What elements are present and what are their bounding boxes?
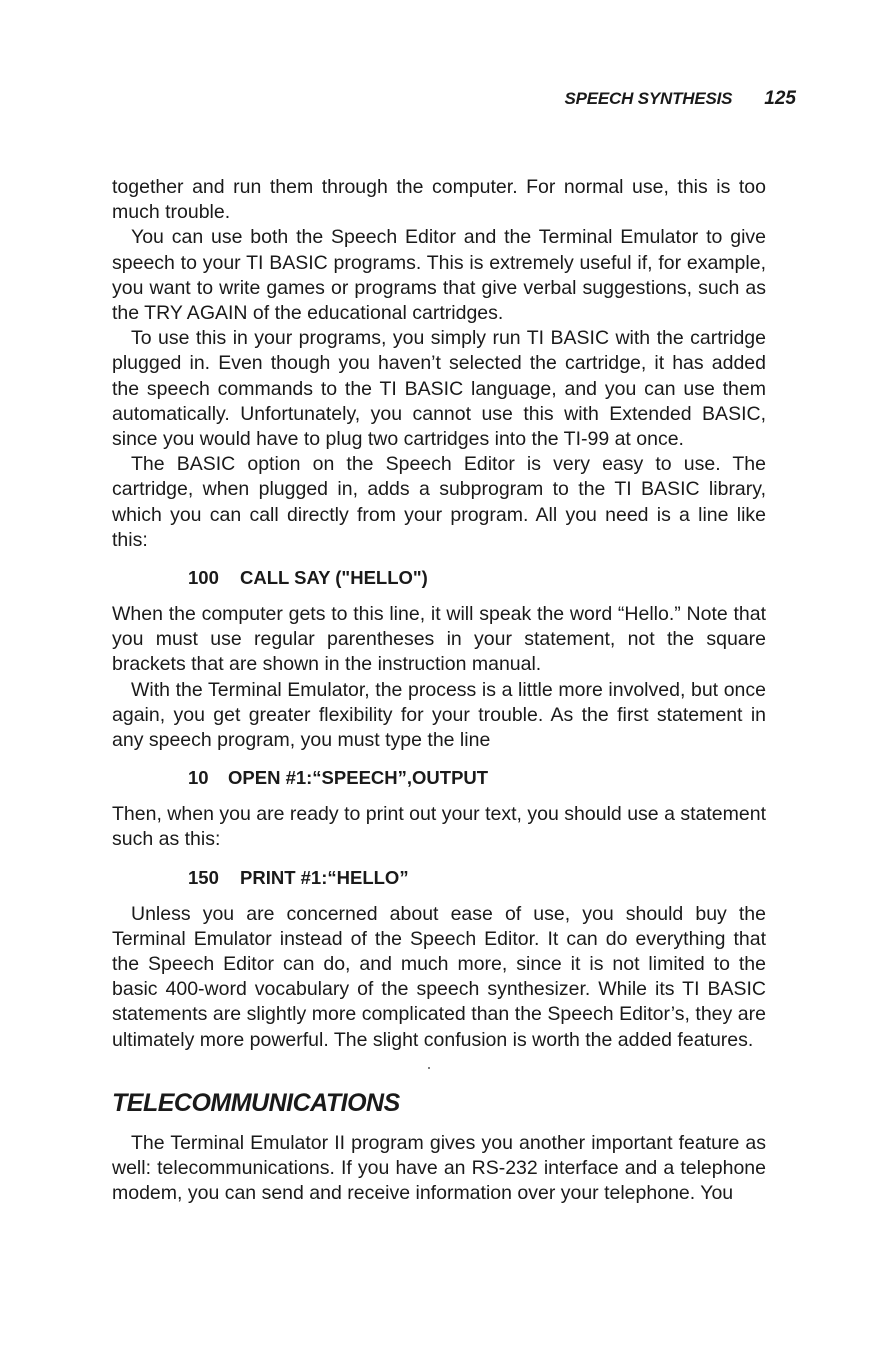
code-line-number: 150: [188, 866, 219, 888]
paragraph: To use this in your programs, you simply run TI BASIC with the cartridge plugged in. Even though you haven’t selected the cartridge, it has added the speech commands to the TI BASIC language, and you can use them automatically. Unfortunately, you cannot use this with Extended BASIC, since you would have to plug two cartridges into the TI-99 at once.: [112, 327, 766, 451]
code-line: [188, 565, 766, 590]
paragraph: The Terminal Emulator II program gives you another important feature as well: telecommunications. If you have an RS-232 interface and a telephone modem, you can send and receive information over your telephone. You: [112, 1132, 766, 1205]
section-divider-dot: [428, 1067, 430, 1069]
running-head: [112, 88, 796, 112]
paragraph: With the Terminal Emulator, the process is a little more involved, but once again, you get greater flexibility for your trouble. As the first statement in any speech program, you must type the line: [112, 678, 766, 752]
code-line-text: OPEN #1:“SPEECH”,OUTPUT: [228, 767, 489, 789]
paragraph: Unless you are concerned about ease of use, you should buy the Terminal Emulator instead of the Speech Editor. It can do everything that the Speech Editor can do, and much more, since it is not limited to the basic 400-word vocabulary of the speech synthesizer. While its TI BASIC statements are slightly more complicated than the Speech Editor’s, they are ultimately more powerful. The slight confusion is worth the added features.: [112, 902, 766, 1051]
paragraph: together and run them through the computer. For normal use, this is too much trouble.: [112, 176, 766, 224]
running-title: SPEECH SYNTHESIS: [564, 89, 733, 108]
paragraph: The BASIC option on the Speech Editor is very easy to use. The cartridge, when plugged in, adds a subprogram to the TI BASIC library, which you can call directly from your program. All you need is a line like this:: [112, 453, 766, 551]
page-number: 125: [764, 88, 796, 109]
code-line-number: 10: [188, 767, 209, 789]
code-line-text: PRINT #1:“HELLO”: [240, 866, 409, 888]
section-body: [112, 1131, 766, 1207]
code-line: [188, 865, 766, 890]
paragraph: You can use both the Speech Editor and the Terminal Emulator to give speech to your TI BASIC programs. This is extremely useful if, for example, you want to write games or programs that give verbal suggestions, such as the TRY AGAIN of the educational cartridges.: [112, 226, 766, 325]
code-line: [188, 765, 766, 790]
body-text: [112, 175, 766, 1053]
section-heading: TELECOMMUNICATIONS: [112, 1089, 400, 1117]
code-line-text: CALL SAY ("HELLO"): [240, 567, 428, 589]
paragraph: When the computer gets to this line, it will speak the word “Hello.” Note that you must use regular parentheses in your statement, not the square brackets that are shown in the instruction manual.: [112, 603, 766, 676]
code-line-number: 100: [188, 567, 219, 589]
paragraph: Then, when you are ready to print out your text, you should use a statement such as this:: [112, 803, 766, 851]
